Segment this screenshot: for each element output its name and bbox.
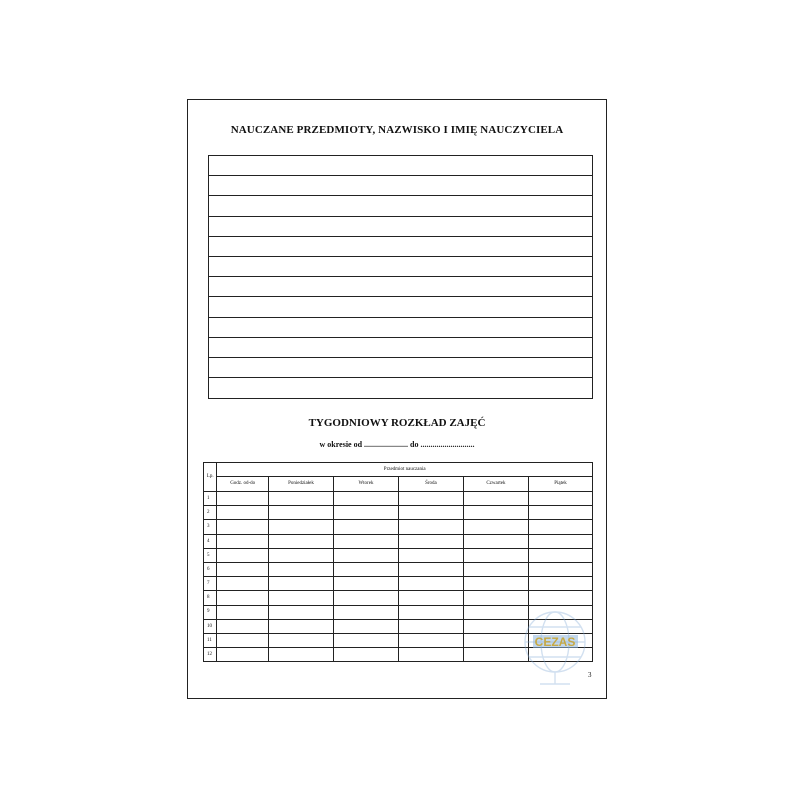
subject-cell[interactable] xyxy=(463,492,528,506)
subject-cell[interactable] xyxy=(398,633,463,647)
table-row xyxy=(204,534,593,548)
subject-cell[interactable] xyxy=(463,520,528,534)
subject-cell[interactable] xyxy=(398,506,463,520)
hours-cell[interactable] xyxy=(217,591,269,605)
subject-cell[interactable] xyxy=(333,506,398,520)
row-number: 7 xyxy=(204,577,217,591)
period-line: w okresie od ...................... do ........................... xyxy=(319,440,475,449)
write-line xyxy=(209,358,592,378)
write-line xyxy=(209,196,592,216)
day-header-wednesday: Środa xyxy=(398,477,463,492)
subject-cell[interactable] xyxy=(398,591,463,605)
subject-cell[interactable] xyxy=(333,548,398,562)
subject-cell[interactable] xyxy=(528,562,592,576)
schedule-title: TYGODNIOWY ROZKŁAD ZAJĘĆ xyxy=(308,417,486,429)
row-number: 12 xyxy=(204,648,217,662)
table-row xyxy=(204,548,593,562)
subject-cell[interactable] xyxy=(398,562,463,576)
write-line xyxy=(209,297,592,317)
subject-cell[interactable] xyxy=(333,633,398,647)
subject-cell[interactable] xyxy=(463,577,528,591)
subject-cell[interactable] xyxy=(528,534,592,548)
globe-icon xyxy=(510,602,600,692)
teachers-section-title: NAUCZANE PRZEDMIOTY, NAZWISKO I IMIĘ NAUCZYCIELA xyxy=(230,124,564,136)
write-line xyxy=(209,338,592,358)
subject-cell[interactable] xyxy=(398,520,463,534)
day-header-friday: Piątek xyxy=(528,477,592,492)
write-line xyxy=(209,217,592,237)
subject-cell[interactable] xyxy=(463,562,528,576)
subject-cell[interactable] xyxy=(268,562,333,576)
subject-cell[interactable] xyxy=(333,619,398,633)
table-row xyxy=(204,520,593,534)
subject-cell[interactable] xyxy=(463,534,528,548)
subject-cell[interactable] xyxy=(463,506,528,520)
write-line xyxy=(209,156,592,176)
subject-cell[interactable] xyxy=(268,605,333,619)
subject-cell[interactable] xyxy=(268,506,333,520)
row-number: 10 xyxy=(204,619,217,633)
subject-cell[interactable] xyxy=(398,605,463,619)
hours-cell[interactable] xyxy=(217,520,269,534)
write-line xyxy=(209,277,592,297)
hours-cell[interactable] xyxy=(217,633,269,647)
hours-cell[interactable] xyxy=(217,562,269,576)
table-row xyxy=(204,506,593,520)
day-header-tuesday: Wtorek xyxy=(333,477,398,492)
subject-cell[interactable] xyxy=(398,534,463,548)
row-number: 6 xyxy=(204,562,217,576)
subject-cell[interactable] xyxy=(268,492,333,506)
hours-cell[interactable] xyxy=(217,619,269,633)
lp-header: Lp. xyxy=(204,463,217,492)
subject-cell[interactable] xyxy=(398,619,463,633)
hours-cell[interactable] xyxy=(217,492,269,506)
teachers-lines-box xyxy=(208,155,593,399)
day-header-thursday: Czwartek xyxy=(463,477,528,492)
write-line xyxy=(209,318,592,338)
table-row xyxy=(204,577,593,591)
subject-cell[interactable] xyxy=(333,577,398,591)
subject-cell[interactable] xyxy=(333,520,398,534)
row-number: 5 xyxy=(204,548,217,562)
subject-cell[interactable] xyxy=(398,548,463,562)
subject-cell[interactable] xyxy=(398,648,463,662)
write-line xyxy=(209,257,592,277)
row-number: 1 xyxy=(204,492,217,506)
table-row xyxy=(204,492,593,506)
subject-cell[interactable] xyxy=(268,577,333,591)
hours-cell[interactable] xyxy=(217,648,269,662)
hours-cell[interactable] xyxy=(217,577,269,591)
subject-cell[interactable] xyxy=(333,534,398,548)
hours-header: Godz. od-do xyxy=(217,477,269,492)
row-number: 8 xyxy=(204,591,217,605)
write-line xyxy=(209,378,592,398)
subject-cell[interactable] xyxy=(333,648,398,662)
table-row xyxy=(204,562,593,576)
subject-cell[interactable] xyxy=(268,648,333,662)
subject-cell[interactable] xyxy=(528,577,592,591)
day-header-monday: Poniedziałek xyxy=(268,477,333,492)
subject-cell[interactable] xyxy=(268,619,333,633)
hours-cell[interactable] xyxy=(217,548,269,562)
subject-group-header: Przedmiot nauczania xyxy=(217,463,593,477)
subject-cell[interactable] xyxy=(268,520,333,534)
write-line xyxy=(209,176,592,196)
row-number: 11 xyxy=(204,633,217,647)
subject-cell[interactable] xyxy=(333,605,398,619)
subject-cell[interactable] xyxy=(398,577,463,591)
subject-cell[interactable] xyxy=(528,520,592,534)
hours-cell[interactable] xyxy=(217,605,269,619)
subject-cell[interactable] xyxy=(333,591,398,605)
write-line xyxy=(209,237,592,257)
subject-cell[interactable] xyxy=(528,492,592,506)
subject-cell[interactable] xyxy=(333,492,398,506)
subject-cell[interactable] xyxy=(268,591,333,605)
subject-cell[interactable] xyxy=(463,548,528,562)
subject-cell[interactable] xyxy=(268,534,333,548)
row-number: 9 xyxy=(204,605,217,619)
row-number: 2 xyxy=(204,506,217,520)
subject-cell[interactable] xyxy=(528,506,592,520)
hours-cell[interactable] xyxy=(217,534,269,548)
subject-cell[interactable] xyxy=(398,492,463,506)
subject-cell[interactable] xyxy=(333,562,398,576)
watermark-brand: CEZAS xyxy=(534,635,576,649)
row-number: 3 xyxy=(204,520,217,534)
subject-cell[interactable] xyxy=(528,548,592,562)
hours-cell[interactable] xyxy=(217,506,269,520)
subject-cell[interactable] xyxy=(268,548,333,562)
subject-cell[interactable] xyxy=(268,633,333,647)
page-number: 3 xyxy=(588,671,592,679)
row-number: 4 xyxy=(204,534,217,548)
